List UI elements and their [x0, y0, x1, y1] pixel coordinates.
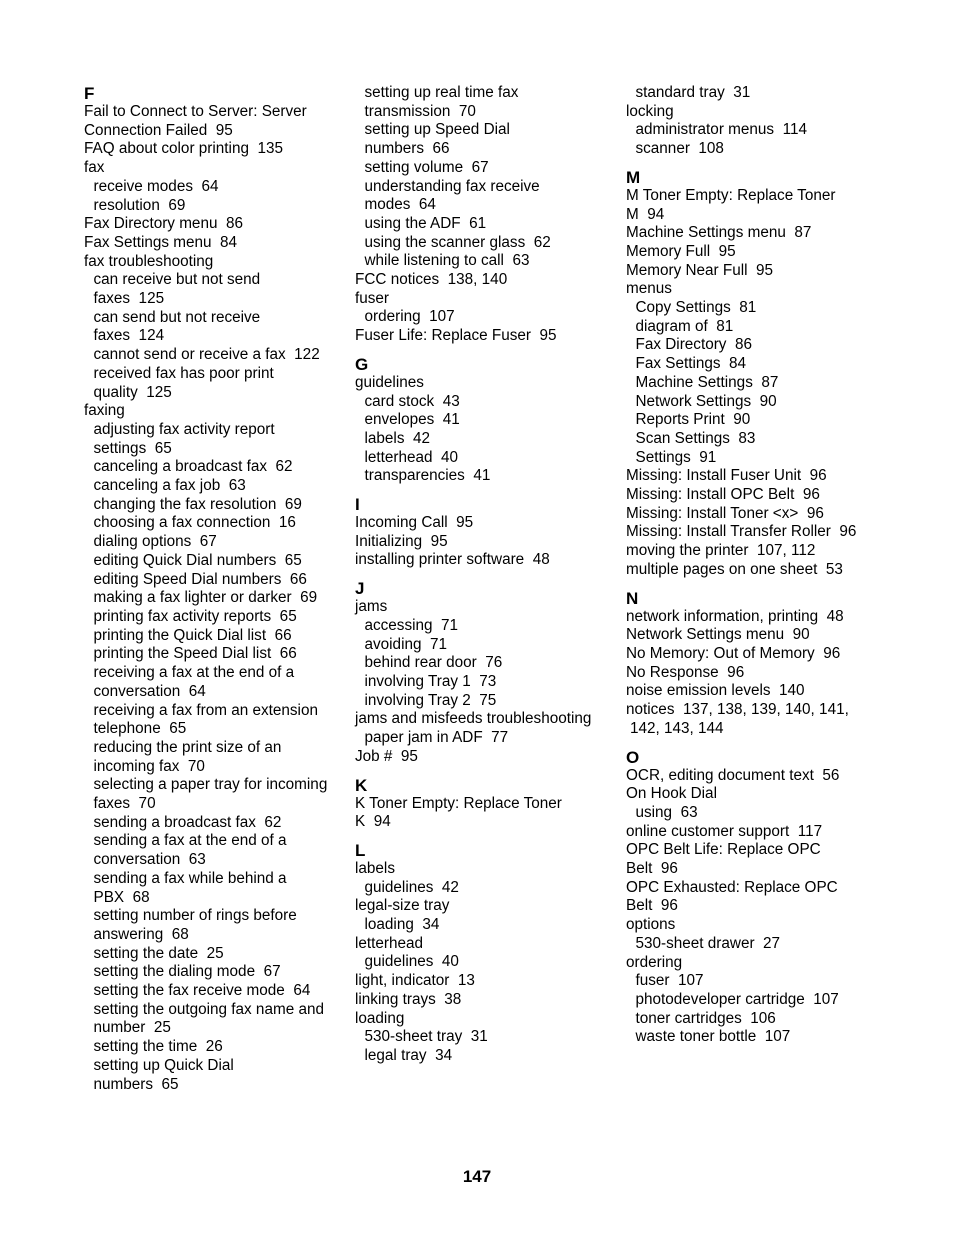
index-subentry: reducing the print size of an	[93, 738, 282, 756]
index-entry: Job # 95	[355, 747, 418, 765]
index-subentry: faxes 70	[93, 795, 156, 813]
index-subentry: involving Tray 1 73	[364, 672, 497, 690]
index-subentry: Network Settings 90	[635, 392, 777, 410]
index-entry: Connection Failed 95	[84, 121, 233, 139]
index-subentry: conversation 63	[93, 851, 206, 869]
index-section-letter: M	[626, 167, 641, 187]
index-entry: Memory Full 95	[626, 242, 736, 260]
index-section-letter: J	[355, 579, 365, 599]
index-subentry: setting up Quick Dial	[93, 1056, 234, 1074]
index-entry: OPC Belt Life: Replace OPC	[626, 841, 821, 859]
index-entry: Fail to Connect to Server: Server	[84, 103, 307, 120]
index-subentry: 530-sheet drawer 27	[635, 934, 781, 952]
index-entry: network information, printing 48	[626, 607, 844, 625]
index-subentry: PBX 68	[93, 888, 150, 906]
index-subentry: numbers 66	[364, 140, 450, 158]
index-subentry: involving Tray 2 75	[364, 691, 497, 709]
index-section-letter: I	[355, 495, 360, 515]
index-entry: moving the printer 107, 112	[626, 542, 816, 560]
index-entry: Missing: Install Toner <x> 96	[626, 504, 824, 522]
index-section-letter: F	[84, 84, 95, 103]
index-entry: options	[626, 916, 676, 934]
index-subentry: resolution 69	[93, 196, 186, 214]
index-subentry: card stock 43	[364, 392, 460, 410]
index-section-letter: N	[626, 588, 639, 608]
index-subentry: receive modes 64	[93, 177, 219, 195]
index-entry: online customer support 117	[626, 822, 823, 840]
index-subentry: guidelines 40	[364, 953, 459, 971]
index-subentry: 530-sheet tray 31	[364, 1028, 488, 1046]
index-subentry: standard tray 31	[635, 84, 751, 101]
index-subentry: printing the Quick Dial list 66	[93, 626, 292, 644]
index-column-1	[84, 84, 346, 1094]
index-subentry: Copy Settings 81	[635, 299, 757, 317]
index-entry: multiple pages on one sheet 53	[626, 560, 843, 578]
index-entry: K Toner Empty: Replace Toner	[355, 794, 562, 812]
index-section-letter: G	[355, 354, 369, 374]
index-subentry: modes 64	[364, 196, 436, 214]
index-entry: linking trays 38	[355, 990, 462, 1008]
index-subentry: letterhead 40	[364, 448, 459, 466]
index-subentry: using 63	[635, 803, 698, 821]
index-section-letter: O	[626, 747, 640, 767]
index-entry: Incoming Call 95	[355, 514, 474, 532]
index-entry: Fax Directory menu 86	[84, 215, 243, 233]
index-subentry: faxes 125	[93, 290, 165, 308]
index-entry: Missing: Install Transfer Roller 96	[626, 523, 857, 541]
index-subentry: sending a fax at the end of a	[93, 832, 287, 850]
index-entry: light, indicator 13	[355, 972, 475, 990]
index-subentry: canceling a fax job 63	[93, 477, 246, 495]
index-entry: jams and misfeeds troubleshooting	[355, 710, 592, 728]
index-subentry: Scan Settings 83	[635, 429, 756, 447]
index-subentry: quality 125	[93, 383, 172, 401]
index-subentry: scanner 108	[635, 140, 724, 158]
index-subentry: envelopes 41	[364, 411, 460, 429]
index-subentry: paper jam in ADF 77	[364, 729, 509, 747]
index-entry: fax troubleshooting	[84, 252, 214, 270]
index-entry: M Toner Empty: Replace Toner	[626, 186, 836, 204]
index-entry: fax	[84, 159, 105, 177]
index-subentry: understanding fax receive	[364, 177, 540, 195]
index-subentry: changing the fax resolution 69	[93, 495, 302, 513]
index-entry: Fax Settings menu 84	[84, 233, 238, 251]
index-subentry: transmission 70	[364, 102, 476, 120]
index-entry: locking	[626, 102, 674, 120]
index-subentry: administrator menus 114	[635, 121, 807, 139]
index-entry: Initializing 95	[355, 532, 448, 550]
index-entry: notices 137, 138, 139, 140, 141,	[626, 701, 849, 719]
index-subentry: diagram of 81	[635, 317, 734, 335]
index-subentry: faxes 124	[93, 327, 165, 345]
index-entry: Missing: Install OPC Belt 96	[626, 486, 820, 504]
index-subentry: number 25	[93, 1019, 171, 1037]
index-entry: letterhead	[355, 934, 424, 952]
index-subentry: using the scanner glass 62	[364, 233, 551, 251]
index-subentry: Fax Directory 86	[635, 336, 752, 354]
index-entry: No Memory: Out of Memory 96	[626, 644, 841, 662]
index-subentry: avoiding 71	[364, 635, 447, 653]
index-subentry: Machine Settings 87	[635, 373, 779, 391]
index-entry: Belt 96	[626, 860, 678, 878]
index-subentry: setting the date 25	[93, 944, 224, 962]
index-subentry: labels 42	[364, 429, 430, 447]
index-entry: M 94	[626, 205, 665, 223]
index-subentry: loading 34	[364, 916, 440, 934]
index-subentry: editing Quick Dial numbers 65	[93, 551, 302, 569]
index-subentry: canceling a broadcast fax 62	[93, 458, 293, 476]
index-subentry: setting up Speed Dial	[364, 121, 510, 139]
index-subentry: receiving a fax at the end of a	[93, 664, 295, 682]
index-entry: Memory Near Full 95	[626, 261, 774, 279]
index-subentry: fuser 107	[635, 972, 704, 990]
index-subentry: while listening to call 63	[364, 252, 530, 270]
index-entry: Network Settings menu 90	[626, 626, 810, 644]
index-subentry: setting the time 26	[93, 1038, 223, 1056]
index-subentry: incoming fax 70	[93, 757, 205, 775]
index-entry: installing printer software 48	[355, 551, 550, 569]
index-subentry: editing Speed Dial numbers 66	[93, 570, 307, 588]
index-subentry: receiving a fax from an extension	[93, 701, 318, 719]
index-subentry: can send but not receive	[93, 308, 261, 326]
index-column-3	[626, 84, 888, 1047]
index-subentry: Settings 91	[635, 448, 717, 466]
index-entry: menus	[626, 280, 672, 298]
index-entry: guidelines	[355, 373, 424, 391]
index-subentry: making a fax lighter or darker 69	[93, 589, 318, 607]
index-entry: OCR, editing document text 56	[626, 766, 840, 784]
index-section-letter: K	[355, 775, 368, 795]
index-entry-continuation: 142, 143, 144	[630, 719, 724, 737]
index-subentry: setting up real time fax	[364, 84, 519, 101]
index-entry: loading	[355, 1009, 405, 1027]
index-subentry: setting the fax receive mode 64	[93, 982, 311, 1000]
index-subentry: dialing options 67	[93, 533, 217, 551]
index-subentry: waste toner bottle 107	[635, 1028, 791, 1046]
index-entry: Machine Settings menu 87	[626, 224, 812, 242]
index-subentry: accessing 71	[364, 616, 459, 634]
index-subentry: setting volume 67	[364, 158, 489, 176]
index-subentry: choosing a fax connection 16	[93, 514, 296, 532]
index-entry: jams	[355, 598, 388, 616]
index-subentry: adjusting fax activity report	[93, 420, 275, 438]
index-entry: On Hook Dial	[626, 785, 717, 803]
index-subentry: toner cartridges 106	[635, 1009, 776, 1027]
index-entry: K 94	[355, 813, 391, 831]
index-section-letter: L	[355, 840, 366, 860]
index-entry: FAQ about color printing 135	[84, 140, 283, 158]
index-subentry: legal tray 34	[364, 1046, 453, 1064]
index-entry: faxing	[84, 402, 125, 420]
index-subentry: received fax has poor print	[93, 364, 274, 382]
index-subentry: sending a fax while behind a	[93, 869, 287, 887]
index-subentry: Reports Print 90	[635, 411, 751, 429]
index-subentry: using the ADF 61	[364, 214, 487, 232]
index-subentry: sending a broadcast fax 62	[93, 813, 282, 831]
index-subentry: telephone 65	[93, 720, 187, 738]
index-subentry: can receive but not send	[93, 271, 261, 289]
index-subentry: numbers 65	[93, 1075, 179, 1093]
index-subentry: settings 65	[93, 439, 172, 457]
index-subentry: answering 68	[93, 925, 189, 943]
page-number: 147	[462, 1167, 492, 1186]
index-subentry: ordering 107	[364, 308, 455, 326]
index-subentry: printing the Speed Dial list 66	[93, 645, 297, 663]
index-entry: labels	[355, 859, 395, 877]
index-subentry: printing fax activity reports 65	[93, 607, 297, 625]
index-subentry: setting the outgoing fax name and	[93, 1000, 324, 1018]
index-column-2	[355, 84, 617, 1066]
index-entry: Missing: Install Fuser Unit 96	[626, 467, 827, 485]
index-subentry: setting number of rings before	[93, 907, 297, 925]
index-entry: Fuser Life: Replace Fuser 95	[355, 327, 557, 345]
index-entry: ordering	[626, 953, 683, 971]
index-entry: legal-size tray	[355, 897, 450, 915]
index-subentry: conversation 64	[93, 682, 206, 700]
index-subentry: selecting a paper tray for incoming	[93, 776, 328, 794]
index-entry: FCC notices 138, 140	[355, 271, 508, 289]
index-subentry: transparencies 41	[364, 467, 491, 485]
index-entry: noise emission levels 140	[626, 682, 805, 700]
index-subentry: setting the dialing mode 67	[93, 963, 281, 981]
index-entry: OPC Exhausted: Replace OPC	[626, 878, 838, 896]
index-entry: No Response 96	[626, 663, 745, 681]
index-subentry: guidelines 42	[364, 878, 459, 896]
index-subentry: Fax Settings 84	[635, 355, 747, 373]
index-entry: Belt 96	[626, 897, 678, 915]
index-entry: fuser	[355, 289, 390, 307]
index-subentry: behind rear door 76	[364, 654, 503, 672]
index-subentry: cannot send or receive a fax 122	[93, 346, 320, 364]
index-subentry: photodeveloper cartridge 107	[635, 990, 839, 1008]
